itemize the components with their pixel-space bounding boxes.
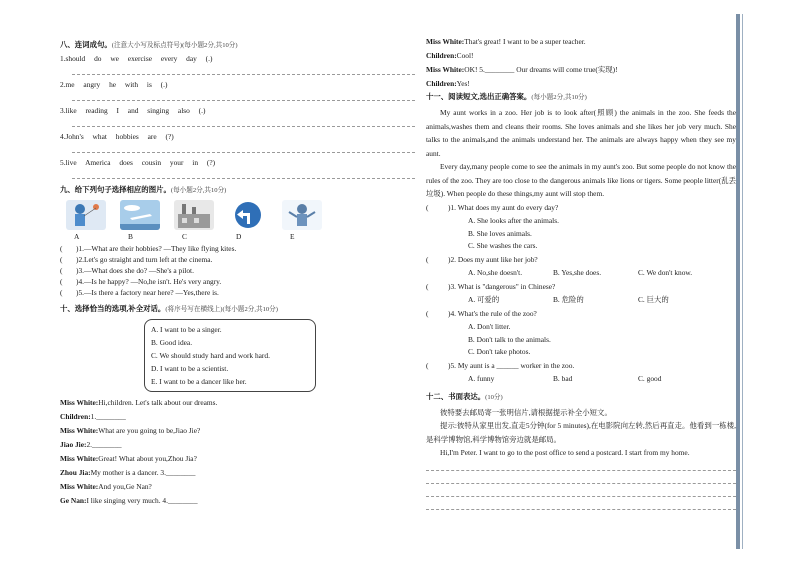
dialogue-line-7: Miss White:And you,Ge Nan?: [60, 482, 152, 491]
q2-options: [468, 267, 736, 280]
q4-option-a: A. Don't litter.: [468, 322, 511, 331]
dialogue-line-9: Miss White:That's great! I want to be a super teacher.: [426, 37, 586, 46]
answer-bracket[interactable]: (: [426, 281, 429, 291]
answer-line[interactable]: [72, 169, 415, 179]
picture-a-kite-boy: [66, 200, 106, 230]
answer-line[interactable]: [72, 117, 415, 127]
section-11-title: 十一、阅读短文,选出正确答案。(每小题2分,共10分): [426, 92, 587, 101]
reading-question-2: ( )2. Does my aunt like her job?: [426, 254, 736, 267]
q2-option-b: B. Yes,she does.: [553, 268, 602, 277]
reading-paragraph-2: Every day,many people come to see the animals in my aunt's zoo. But some people do not know the rules of the zoo. They are too close to the dangerous animals like lions or tigers. Some people litter(乱丢垃圾). When people do these things,my aunt will stop them.: [426, 162, 736, 198]
letter-e: E: [290, 232, 295, 241]
dialogue-line-10: Children:Cool!: [426, 51, 474, 60]
q3-option-a: A. 可爱的: [468, 295, 500, 304]
answer-bracket[interactable]: (: [426, 308, 429, 318]
q3-option-b: B. 危险的: [553, 295, 584, 304]
dialogue-line-11: Miss White:OK! 5.________ Our dreams will come true(实现)!: [426, 65, 618, 74]
q2-option-a: A. No,she doesn't.: [468, 268, 523, 277]
answer-line[interactable]: [72, 143, 415, 153]
q1-option-c: C. She washes the cars.: [468, 241, 538, 250]
answer-bracket[interactable]: (: [60, 255, 63, 264]
q4-option-c: C. Don't take photos.: [468, 347, 531, 356]
q5-option-c: C. good: [638, 374, 662, 383]
plane-icon: [120, 200, 160, 230]
section-8-title: 八、连词成句。(注意大小写及标点符号)(每小题2分,共10分): [60, 40, 238, 49]
writing-line[interactable]: [426, 460, 736, 471]
reading-question-5: ( )5. My aunt is a ______ worker in the zoo.: [426, 360, 736, 373]
s8-item-5: 5.live America does cousin your in (?): [60, 158, 216, 167]
answer-line[interactable]: [72, 91, 415, 101]
q1-option-a: A. She looks after the animals.: [468, 216, 559, 225]
reading-question-4: ( )4. What's the rule of the zoo?: [426, 308, 736, 321]
q4-option-b: B. Don't talk to the animals.: [468, 334, 551, 344]
s9-item-5: ( )5.—Is there a factory near here? —Yes,there is.: [60, 288, 219, 297]
q5-options: [468, 373, 736, 386]
dialogue-line-1: Miss White:Hi,children. Let's talk about our dreams.: [60, 398, 218, 407]
answer-bracket[interactable]: (: [60, 277, 63, 286]
writing-line[interactable]: [426, 473, 736, 484]
dialogue-line-5: Miss White:Great! What about you,Zhou Jia?: [60, 454, 197, 463]
q3-option-c: C. 巨大的: [638, 295, 669, 304]
q5-option-b: B. bad: [553, 374, 573, 383]
dialogue-line-12: Children:Yes!: [426, 79, 470, 88]
dialogue-line-6: Zhou Jia:My mother is a dancer. 3.________: [60, 468, 196, 477]
option-b: B. Good idea.: [151, 338, 193, 347]
options-box: [144, 319, 316, 392]
s8-item-3: 3.like reading I and singing also (.): [60, 106, 206, 115]
binding-edge-thin: [742, 14, 743, 549]
q3-options: [468, 294, 736, 307]
writing-line[interactable]: [426, 486, 736, 497]
right-column: [426, 34, 736, 512]
turn-left-sign-icon: [228, 200, 268, 230]
writing-prompt: 彼特要去邮局寄一张明信片,请根据提示补全小短文。: [440, 407, 612, 417]
writing-hint: 提示:彼特从家里出发,直走5分钟(for 5 minutes),在电影院向左转,然后再直走。他看到一栋楼,是科学博物馆,科学博物馆旁边就是邮局。: [426, 421, 736, 444]
s8-item-4: 4.John's what hobbies are (?): [60, 132, 174, 141]
q1-option-b: B. She loves animals.: [468, 228, 532, 238]
angry-boy-icon: [282, 200, 322, 230]
answer-bracket[interactable]: (: [426, 254, 429, 264]
letter-b: B: [128, 232, 133, 241]
section-12-title: 十二、书面表达。(10分): [426, 391, 503, 401]
letter-c: C: [182, 232, 187, 241]
letter-a: A: [74, 232, 80, 241]
writing-start: Hi,I'm Peter. I want to go to the post office to send a postcard. I start from my home.: [440, 448, 690, 457]
s9-item-3: ( )3.—What does she do? —She's a pilot.: [60, 266, 194, 275]
picture-b-plane-sky: [120, 200, 160, 230]
answer-line[interactable]: [72, 65, 415, 75]
s9-item-2: ( )2.Let's go straight and turn left at the cinema.: [60, 255, 213, 264]
answer-bracket[interactable]: (: [60, 244, 63, 253]
picture-e-angry-boy: [282, 200, 322, 230]
factory-icon: [174, 200, 214, 230]
answer-bracket[interactable]: (: [426, 360, 429, 370]
dialogue-line-4: Jiao Jie:2.________: [60, 440, 122, 449]
s9-item-4: ( )4.—Is he happy? —No,he isn't. He's very angry.: [60, 277, 222, 286]
section-9-title: 九、给下列句子选择相应的图片。(每小题2分,共10分): [60, 185, 227, 194]
picture-c-factory: [174, 200, 214, 230]
answer-bracket[interactable]: (: [426, 202, 429, 212]
option-c: C. We should study hard and work hard.: [151, 351, 270, 360]
answer-bracket[interactable]: (: [60, 288, 63, 297]
dialogue-line-3: Miss White:What are you going to be,Jiao Jie?: [60, 426, 201, 435]
option-e: E. I want to be a dancer like her.: [151, 377, 247, 386]
dialogue-line-2: Children:1.________: [60, 412, 126, 421]
option-d: D. I want to be a scientist.: [151, 364, 229, 373]
q5-option-a: A. funny: [468, 374, 495, 383]
dialogue-line-8: Ge Nan:I like singing very much. 4.________: [60, 496, 198, 505]
kite-boy-icon: [66, 200, 106, 230]
letter-d: D: [236, 232, 242, 241]
reading-question-1: ( )1. What does my aunt do every day?: [426, 202, 736, 215]
s9-item-1: ( )1.—What are their hobbies? —They like flying kites.: [60, 244, 237, 253]
reading-paragraph-1: My aunt works in a zoo. Her job is to look after(照顾) the animals in the zoo. She feeds the animals,washes them and cleans their rooms. She loves animals and she likes her job very much. She talks to the animals,and the animals understand her. The animals are always happy when they see my aunt.: [426, 108, 736, 158]
left-column: [60, 34, 415, 508]
reading-question-3: ( )3. What is "dangerous" in Chinese?: [426, 281, 736, 294]
writing-line[interactable]: [426, 499, 736, 510]
s8-item-1: 1.should do we exercise every day (.): [60, 54, 213, 63]
picture-letters: [74, 232, 415, 242]
section-10-title: 十、选择恰当的选项,补全对话。(将序号写在横线上)(每小题2分,共10分): [60, 304, 278, 313]
picture-d-turn-left-sign: [228, 200, 268, 230]
answer-bracket[interactable]: (: [60, 266, 63, 275]
s8-item-2: 2.me angry he with is (.): [60, 80, 168, 89]
picture-row: [66, 200, 415, 230]
q2-option-c: C. We don't know.: [638, 268, 693, 277]
option-a: A. I want to be a singer.: [151, 325, 222, 334]
binding-edge: [736, 14, 740, 549]
